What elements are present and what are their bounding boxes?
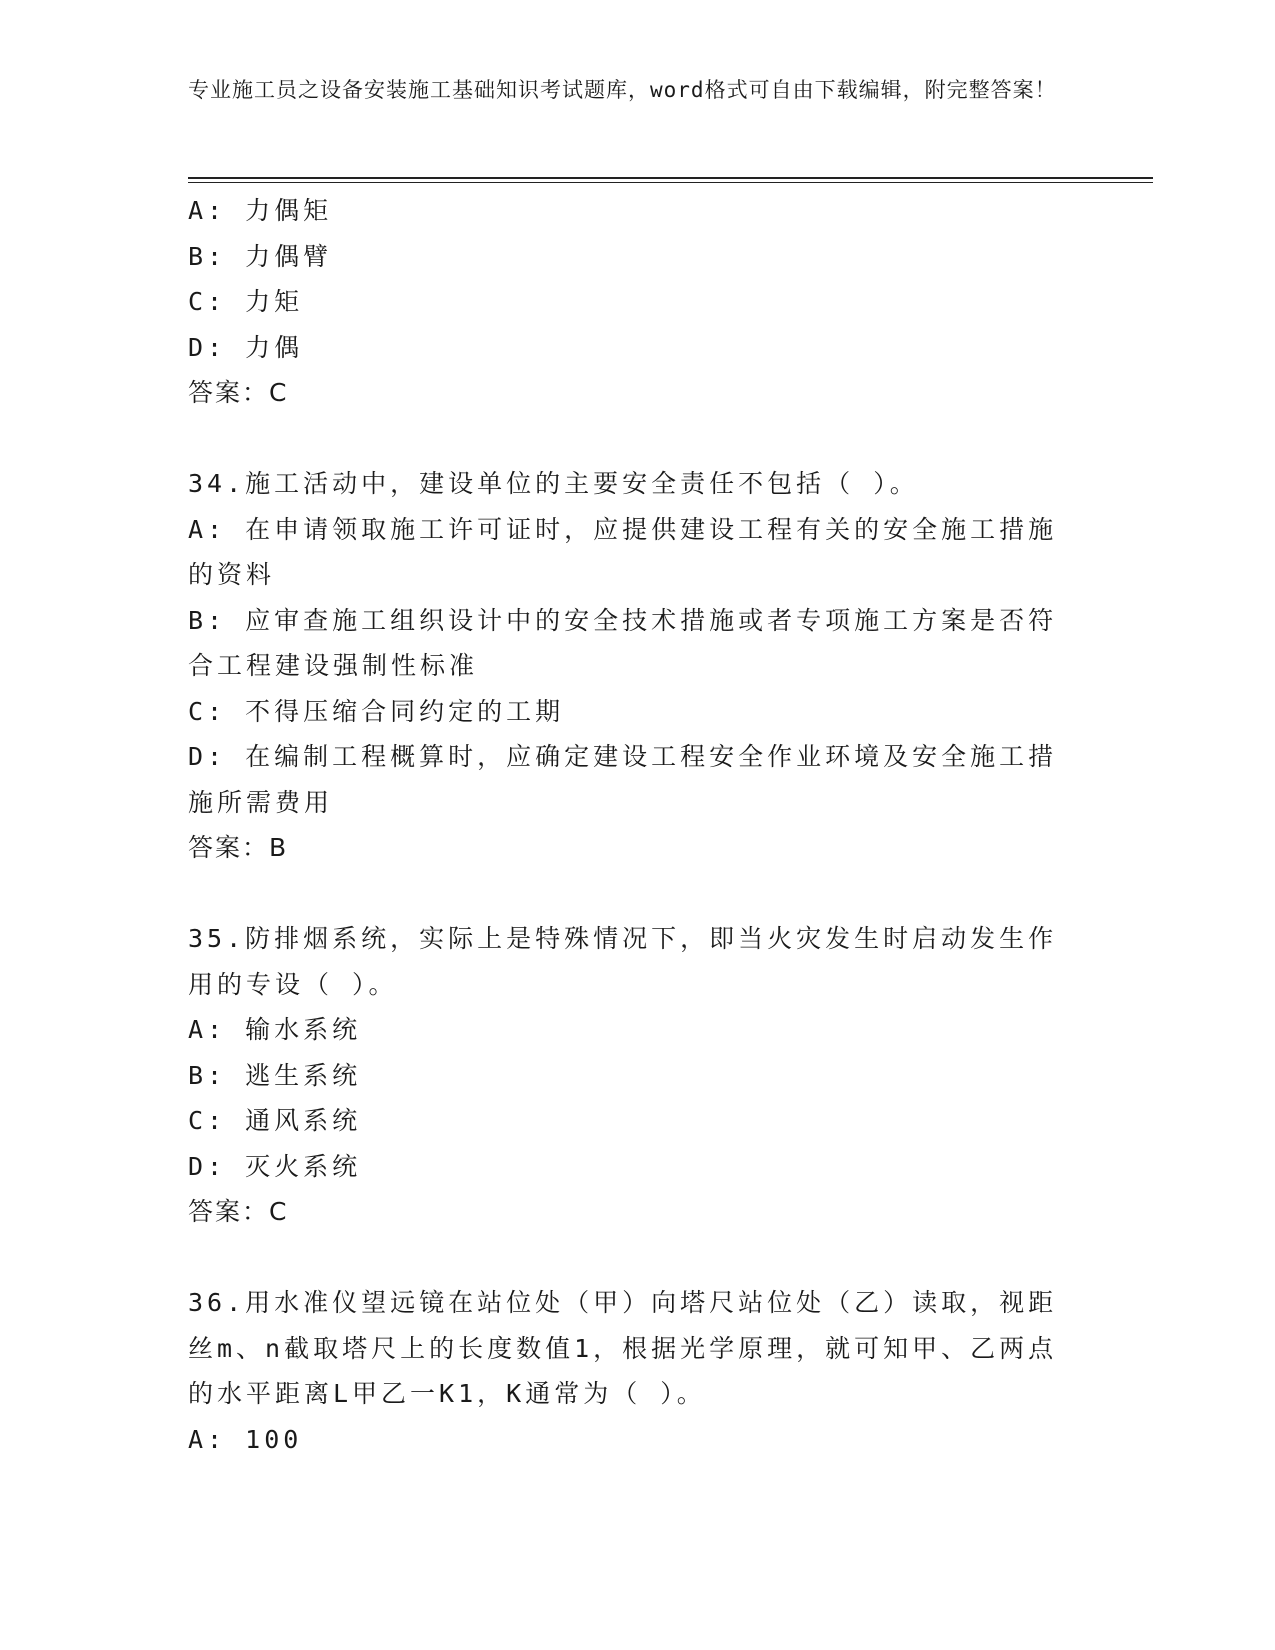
option-a: A: 输水系统 [188, 1015, 362, 1044]
spacer [188, 871, 1068, 917]
option-a: A: 在申请领取施工许可证时，应提供建设工程有关的安全施工措施的资料 [188, 514, 1058, 589]
option-c: C: 通风系统 [188, 1106, 362, 1135]
answer: 答案：B [188, 833, 289, 862]
spacer [188, 1235, 1068, 1281]
option-d: D: 在编制工程概算时，应确定建设工程安全作业环境及安全施工措施所需费用 [188, 742, 1058, 817]
question-33 [188, 188, 1068, 416]
option-a: A: 力偶矩 [188, 196, 333, 225]
option-a: A: 100 [188, 1424, 303, 1454]
header-rule-thin [188, 182, 1153, 183]
option-b: B: 力偶臂 [188, 241, 333, 271]
option-b: B: 应审查施工组织设计中的安全技术措施或者专项施工方案是否符合工程建设强制性标准 [188, 605, 1058, 680]
question-34 [188, 461, 1068, 871]
header-rule-thick [188, 177, 1153, 179]
option-d: D: 力偶 [188, 332, 304, 362]
answer: 答案：C [188, 378, 289, 407]
question-list [188, 188, 1068, 1462]
question-stem: 35.防排烟系统，实际上是特殊情况下，即当火灾发生时启动发生作用的专设（ ）。 [188, 924, 1058, 999]
question-36 [188, 1280, 1068, 1462]
spacer [188, 416, 1068, 462]
answer: 答案：C [188, 1197, 289, 1226]
option-c: C: 力矩 [188, 287, 304, 316]
option-b: B: 逃生系统 [188, 1060, 362, 1090]
option-c: C: 不得压缩合同约定的工期 [188, 696, 565, 726]
document-header: 专业施工员之设备安装施工基础知识考试题库，word格式可自由下载编辑，附完整答案！ [188, 78, 1057, 102]
option-d: D: 灭火系统 [188, 1151, 362, 1181]
question-stem: 34.施工活动中，建设单位的主要安全责任不包括（ ）。 [188, 469, 919, 498]
question-stem: 36.用水准仪望远镜在站位处（甲）向塔尺站位处（乙）读取，视距丝m、n截取塔尺上的长度数值1，根据光学原理，就可知甲、乙两点的水平距离L甲乙一K1，K通常为（ ）。 [188, 1288, 1058, 1408]
question-35 [188, 916, 1068, 1235]
